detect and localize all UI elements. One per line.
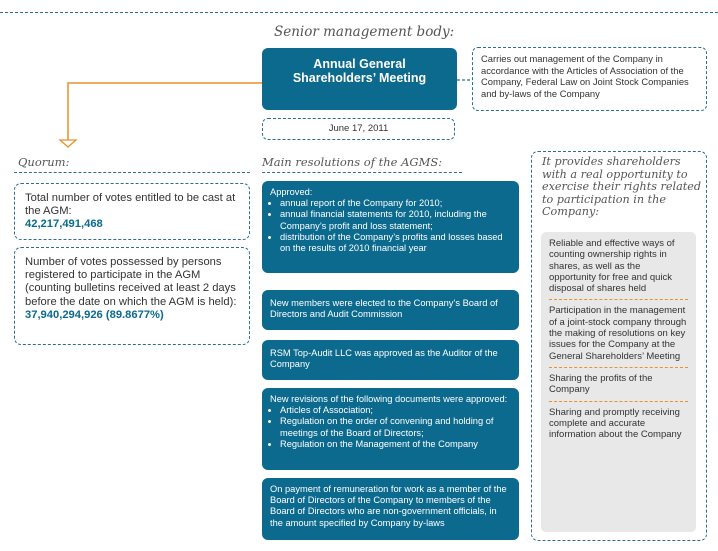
list-item: • annual report of the Company for 2010; <box>280 198 511 209</box>
resolutions-underline <box>262 172 462 173</box>
list-item: • distribution of the Company’s profits and losses based on the results of 2010 financial year <box>280 232 511 254</box>
agm-box <box>262 48 457 110</box>
total-votes-box <box>14 183 250 240</box>
list-item: • Regulation on the Management of the Company <box>280 439 511 450</box>
rights-panel <box>541 232 696 532</box>
registered-votes-label: Number of votes possessed by persons registered to participate in the AGM (counting bulletins received at least 2 days before the date on which the AGM is held): <box>25 256 237 308</box>
agm-description-box: Carries out management of the Company in accordance with the Articles of Association of the Company, Federal Law on Joint Stock Companies and by-laws of the Company <box>472 47 707 111</box>
resolution-approved-intro: Approved: <box>270 187 313 197</box>
total-votes-label: Total number of votes entitled to be cast at the AGM: <box>25 192 236 217</box>
resolution-elected: New members were elected to the Company’s Board of Directors and Audit Commission <box>262 290 519 330</box>
resolution-remuneration: On payment of remuneration for work as a member of the Board of Directors of the Company to members of the Board of Directors who are non-government officials, in the amount specified by Company by-laws <box>262 478 519 540</box>
list-item: • annual financial statements for 2010, including the Company’s profit and loss statement; <box>280 209 511 231</box>
quorum-underline <box>14 172 250 173</box>
rights-item: Participation in the management of a joint-stock company through the making of resolutions on key issues for the Company at the General Shareholders’ Meeting <box>549 300 688 367</box>
list-item: • Articles of Association; <box>280 405 511 416</box>
registered-votes-value: 37,940,294,926 (89.8677%) <box>25 308 164 321</box>
total-votes-value: 42,217,491,468 <box>25 218 103 230</box>
resolution-approved-list <box>270 198 511 254</box>
rights-item: Sharing the profits of the Company <box>549 368 688 402</box>
rights-title: It provides shareholders with a real opportunity to exercise their rights related to participation in the Company: <box>542 155 702 219</box>
agm-title: Annual General Shareholders’ Meeting <box>292 57 427 85</box>
resolution-revisions-list <box>270 405 511 450</box>
rights-item: Sharing and promptly receiving complete and accurate information about the Company <box>549 406 682 441</box>
resolution-approved <box>262 181 519 273</box>
agm-date: June 17, 2011 <box>262 118 455 140</box>
resolutions-title: Main resolutions of the AGMS: <box>262 155 443 169</box>
rights-item: Reliable and effective ways of counting ownership rights in shares, as well as the opportunity for free and quick disposal of shares held <box>549 232 688 300</box>
registered-votes-box <box>14 247 250 345</box>
resolution-revisions <box>262 388 519 470</box>
quorum-title: Quorum: <box>18 155 70 169</box>
orange-connector <box>68 83 262 140</box>
senior-management-title: Senior management body: <box>274 24 455 40</box>
orange-arrowhead <box>60 140 76 147</box>
list-item: • Regulation on the order of convening and holding of meetings of the Board of Directors; <box>280 416 511 438</box>
resolution-revisions-intro: New revisions of the following documents were approved: <box>270 394 508 404</box>
resolution-auditor: RSM Top-Audit LLC was approved as the Auditor of the Company <box>262 340 519 380</box>
